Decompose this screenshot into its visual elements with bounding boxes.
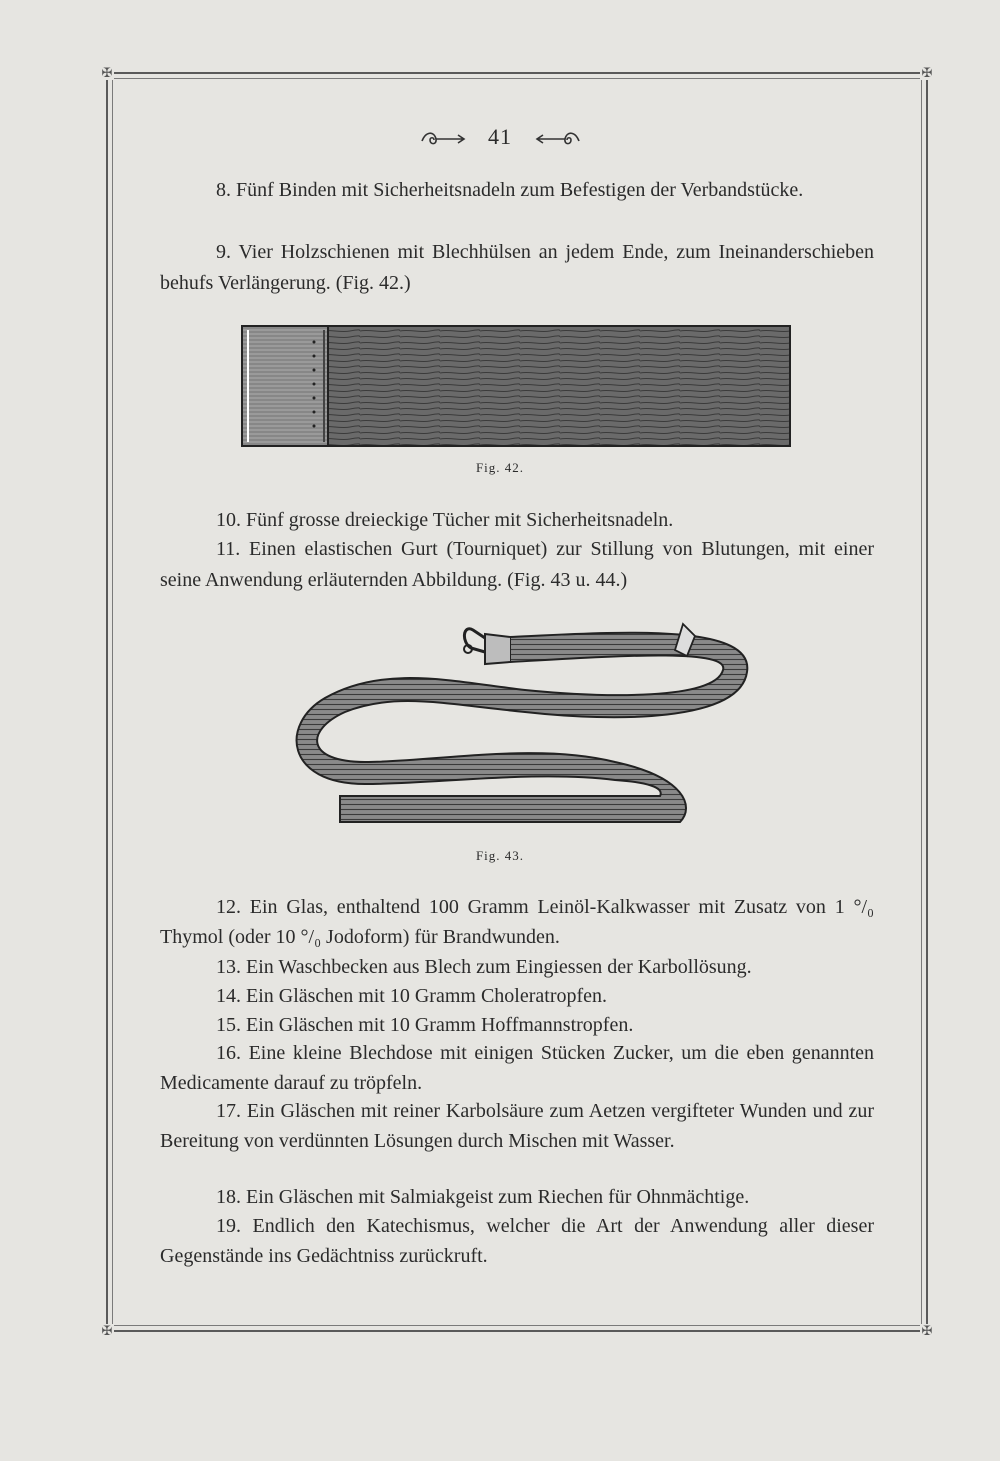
figure-caption: Fig. 43. — [475, 848, 525, 863]
ornament-left-icon — [418, 129, 468, 149]
corner-ornament-icon: ✠ — [921, 65, 933, 80]
corner-ornament-icon: ✠ — [921, 1323, 933, 1338]
list-item: 15. Ein Gläschen mit 10 Gramm Hoffmannstropfen. — [216, 1014, 634, 1036]
tourniquet-illustration — [285, 612, 765, 844]
list-item: 12. Ein Glas, enthaltend 100 Gramm Leinöl-Kalkwasser mit Zusatz von 1 °/₀ Thymol (oder 10 °/₀ Jodoform) für Brandwunden. — [160, 896, 874, 948]
list-item: 13. Ein Waschbecken aus Blech zum Eingiessen der Karbollösung. — [216, 956, 752, 978]
list-item: 11. Einen elastischen Gurt (Tourniquet) zur Stillung von Blutungen, mit einer seine Anwendung erläuternden Abbildung. (Fig. 43 u. 44.) — [160, 538, 874, 591]
corner-ornament-icon: ✠ — [101, 65, 113, 80]
page-number-header — [0, 124, 1000, 150]
list-item: 17. Ein Gläschen mit reiner Karbolsäure zum Aetzen vergifteter Wunden und zur Bereitung von verdünnten Lösungen durch Mischen mit Wasser. — [160, 1100, 874, 1152]
list-item: 14. Ein Gläschen mit 10 Gramm Choleratropfen. — [216, 985, 608, 1007]
splint-illustration — [240, 322, 792, 452]
figure-caption: Fig. 42. — [475, 460, 525, 475]
list-item: 19. Endlich den Katechismus, welcher die Art der Anwendung aller dieser Gegenstände ins Gedächtniss zurückruft. — [160, 1215, 874, 1267]
list-item: 16. Eine kleine Blechdose mit einigen Stücken Zucker, um die eben genannten Medicamente darauf zu tröpfeln. — [160, 1042, 874, 1094]
list-item: 9. Vier Holzschienen mit Blechhülsen an jedem Ende, zum Ineinanderschieben behufs Verlängerung. (Fig. 42.) — [160, 241, 874, 294]
list-item: 10. Fünf grosse dreieckige Tücher mit Sicherheitsnadeln. — [216, 509, 674, 531]
ornament-right-icon — [533, 129, 583, 149]
page-number: 41 — [488, 124, 512, 149]
corner-ornament-icon: ✠ — [101, 1323, 113, 1338]
list-item: 8. Fünf Binden mit Sicherheitsnadeln zum Befestigen der Verbandstücke. — [216, 179, 804, 201]
list-item: 18. Ein Gläschen mit Salmiakgeist zum Riechen für Ohnmächtige. — [216, 1186, 750, 1208]
